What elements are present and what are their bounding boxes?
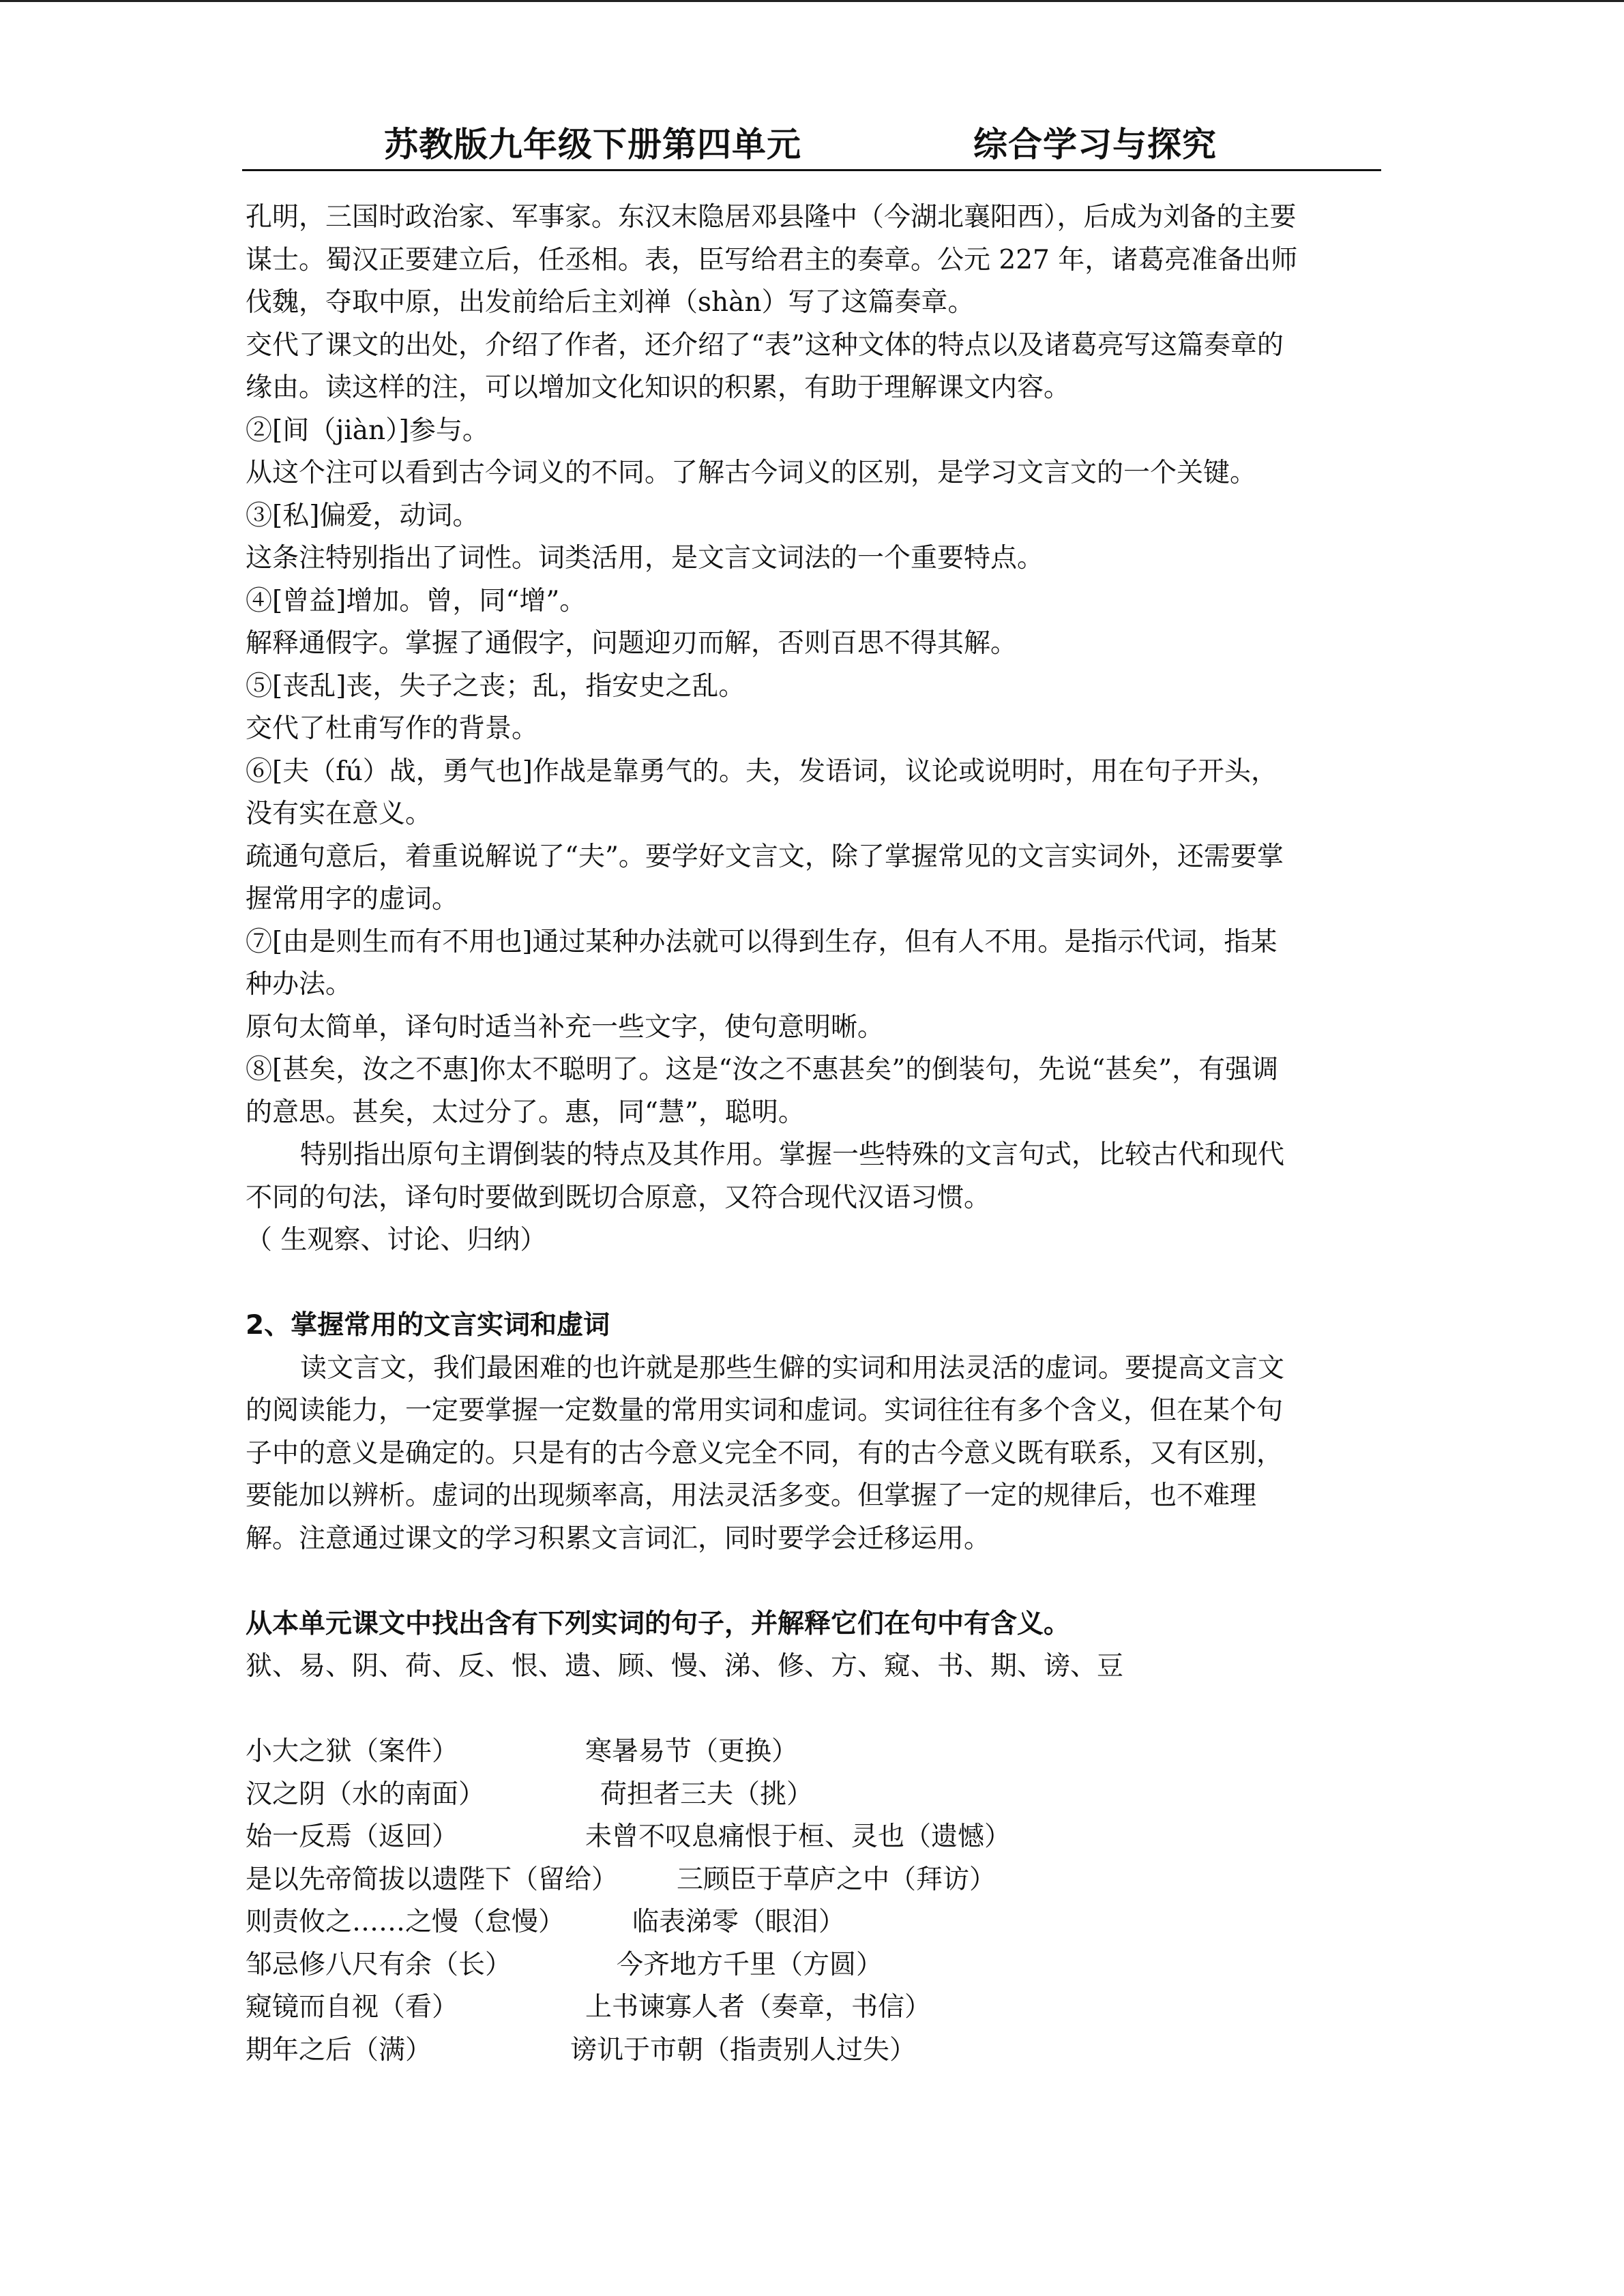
note-line: 谋士。蜀汉正要建立后，任丞相。表，臣写给君主的奏章。公元 227 年，诸葛亮准备出师 (246, 244, 1298, 275)
example-left: 是以先帝简拔以遗陛下（留给） (246, 1864, 619, 1895)
summary-line: 不同的句法，译句时要做到既切合原意，又符合现代汉语习惯。 (246, 1182, 991, 1213)
document-body (246, 196, 1391, 2072)
paragraph-line: 的阅读能力，一定要掌握一定数量的常用实词和虚词。实词往往有多个含义，但在某个句 (246, 1395, 1284, 1426)
note-line: 交代了杜甫写作的背景。 (246, 713, 539, 744)
example-right: 三顾臣于草庐之中（拜访） (677, 1864, 996, 1895)
note-line: ③[私]偏爱，动词。 (246, 500, 479, 531)
summary-line: 特别指出原句主谓倒装的特点及其作用。掌握一些特殊的文言句式，比较古代和现代 (300, 1139, 1285, 1170)
paragraph-line: 解。注意通过课文的学习积累文言词汇，同时要学会迁移运用。 (246, 1523, 991, 1554)
example-row (246, 1859, 1391, 1902)
example-right: 寒暑易节（更换） (585, 1736, 799, 1767)
example-left: 则责攸之……之慢（怠慢） (246, 1907, 565, 1937)
paragraph-line: 读文言文，我们最困难的也许就是那些生僻的实词和用法灵活的虚词。要提高文言文 (300, 1352, 1285, 1384)
note-line: ②[间（jiàn）]参与。 (246, 415, 489, 446)
example-right: 今齐地方千里（方圆） (617, 1949, 883, 1980)
example-left: 小大之狱（案件） (246, 1736, 459, 1767)
example-right: 荷担者三夫（挑） (600, 1778, 814, 1810)
note-line: 孔明，三国时政治家、军事家。东汉末隐居邓县隆中（今湖北襄阳西），后成为刘备的主要 (246, 202, 1297, 233)
note-line: 疏通句意后，着重说解说了“夫”。要学好文言文，除了掌握常见的文言实词外，还需要掌 (246, 841, 1284, 872)
spacer (246, 1560, 1391, 1603)
note-line: ⑦[由是则生而有不用也]通过某种办法就可以得到生存，但有人不用。是指示代词，指某 (246, 926, 1278, 957)
note-line: 缘由。读这样的注，可以增加文化知识的积累，有助于理解课文内容。 (246, 372, 1071, 403)
note-line: 原句太简单，译句时适当补充一些文字，使句意明晰。 (246, 1011, 885, 1043)
note-line: ④[曾益]增加。曾，同“增”。 (246, 585, 587, 616)
example-left: 邹忌修八尺有余（长） (246, 1949, 512, 1980)
note-line: 解释通假字。掌握了通假字，问题迎刃而解，否则百思不得其解。 (246, 628, 1018, 659)
example-row (246, 2029, 1391, 2072)
example-right: 上书谏寡人者（奏章，书信） (585, 1992, 932, 2023)
note-line: 的意思。甚矣，太过分了。惠，同“慧”，聪明。 (246, 1097, 805, 1128)
example-right: 未曾不叹息痛恨于桓、灵也（遗憾） (585, 1821, 1012, 1852)
paragraph-line: 要能加以辨析。虚词的出现频率高，用法灵活多变。但掌握了一定的规律后，也不难理 (246, 1480, 1257, 1511)
example-right: 临表涕零（眼泪） (632, 1907, 846, 1937)
note-line: 握常用字的虚词。 (246, 884, 459, 914)
spacer (246, 1262, 1391, 1305)
example-row (246, 1731, 1391, 1774)
note-line: 这条注特别指出了词性。词类活用，是文言文词法的一个重要特点。 (246, 543, 1044, 573)
note-line: ⑤[丧乱]丧，失子之丧；乱，指安史之乱。 (246, 670, 745, 702)
activity-note: （ 生观察、讨论、归纳） (246, 1225, 547, 1255)
page-header (242, 115, 1381, 171)
example-left: 始一反焉（返回） (246, 1821, 459, 1852)
note-line: ⑧[甚矣，汝之不惠]你太不聪明了。这是“汝之不惠甚矣”的倒装句，先说“甚矣”，有强调 (246, 1054, 1279, 1085)
example-row (246, 1901, 1391, 1944)
exercise-title: 从本单元课文中找出含有下列实词的句子，并解释它们在句中有含义。 (246, 1608, 1071, 1639)
spacer (246, 1688, 1391, 1731)
example-left: 汉之阴（水的南面） (246, 1778, 486, 1810)
example-row (246, 1774, 1391, 1817)
example-row (246, 1944, 1391, 1987)
page-top-border (0, 0, 1624, 2)
header-unit-title: 苏教版九年级下册第四单元 (384, 125, 801, 164)
exercise-word-list: 狱、易、阴、荷、反、恨、遗、顾、慢、涕、修、方、窥、书、期、谤、豆 (246, 1651, 1124, 1682)
example-row (246, 1986, 1391, 2029)
note-line: ⑥[夫（fú）战，勇气也]作战是靠勇气的。夫，发语词，议论或说明时，用在句子开头， (246, 756, 1278, 787)
example-left: 期年之后（满） (246, 2034, 432, 2066)
note-line: 从这个注可以看到古今词义的不同。了解古今词义的区别，是学习文言文的一个关键。 (246, 458, 1257, 488)
example-right: 谤讥于市朝（指责别人过失） (570, 2034, 917, 2066)
header-section-title: 综合学习与探究 (973, 125, 1217, 164)
section-heading: 2、掌握常用的文言实词和虚词 (246, 1310, 610, 1341)
example-row (246, 1816, 1391, 1859)
note-line: 交代了课文的出处，介绍了作者，还介绍了“表”这种文体的特点以及诸葛亮写这篇奏章的 (246, 329, 1284, 361)
note-line: 种办法。 (246, 969, 353, 1000)
example-left: 窥镜而自视（看） (246, 1992, 459, 2023)
note-line: 没有实在意义。 (246, 799, 432, 829)
paragraph-line: 子中的意义是确定的。只是有的古今意义完全不同，有的古今意义既有联系，又有区别， (246, 1437, 1284, 1469)
note-line: 伐魏，夺取中原，出发前给后主刘禅（shàn）写了这篇奏章。 (246, 287, 975, 318)
